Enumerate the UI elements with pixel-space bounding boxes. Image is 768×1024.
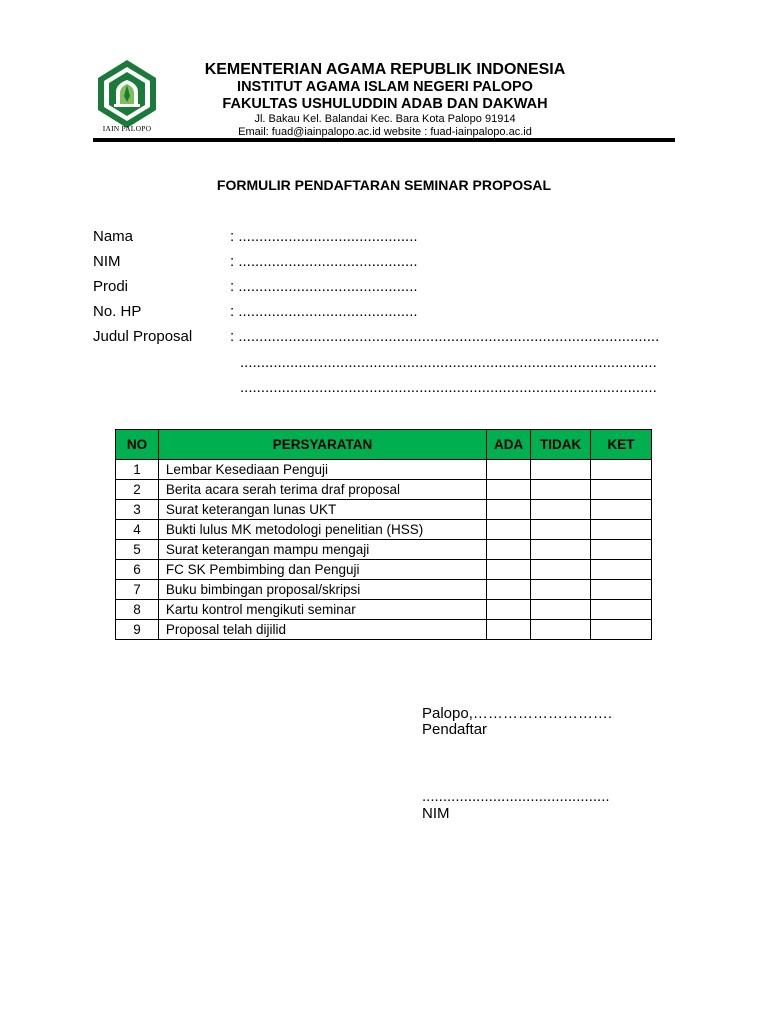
cell-ada[interactable] xyxy=(487,460,531,480)
table-row xyxy=(116,460,652,480)
row-number: 6 xyxy=(116,560,159,580)
field-nim xyxy=(93,253,418,271)
field-value[interactable]: : ........................................... xyxy=(230,253,418,270)
table-row xyxy=(116,620,652,640)
header-persyaratan: PERSYARATAN xyxy=(158,430,486,460)
signature-place-date[interactable]: Palopo,………………………. xyxy=(422,705,613,722)
header-ada: ADA xyxy=(487,430,531,460)
cell-ada[interactable] xyxy=(487,480,531,500)
cell-ada[interactable] xyxy=(487,600,531,620)
row-requirement: FC SK Pembimbing dan Penguji xyxy=(158,560,486,580)
cell-tidak[interactable] xyxy=(531,580,591,600)
header-divider xyxy=(93,138,675,142)
cell-tidak[interactable] xyxy=(531,460,591,480)
table-row xyxy=(116,540,652,560)
table-header-row xyxy=(116,430,652,460)
logo-caption: IAIN PALOPO xyxy=(102,124,152,133)
cell-tidak[interactable] xyxy=(531,600,591,620)
cell-tidak[interactable] xyxy=(531,500,591,520)
field-label: Judul Proposal xyxy=(93,328,193,345)
field-prodi xyxy=(93,278,418,296)
signature-role: Pendaftar xyxy=(422,721,488,738)
field-value[interactable]: : ..................................................................................................... xyxy=(230,328,660,345)
cell-tidak[interactable] xyxy=(531,540,591,560)
proposal-line-2[interactable]: .................................................................................................... xyxy=(240,354,657,371)
row-requirement: Surat keterangan mampu mengaji xyxy=(158,540,486,560)
row-requirement: Bukti lulus MK metodologi penelitian (HSS) xyxy=(158,520,486,540)
address: Jl. Bakau Kel. Balandai Kec. Bara Kota Palopo 91914 xyxy=(254,113,516,125)
header-ket: KET xyxy=(591,430,652,460)
header-tidak: TIDAK xyxy=(531,430,591,460)
row-requirement: Berita acara serah terima draf proposal xyxy=(158,480,486,500)
faculty-name: FAKULTAS USHULUDDIN ADAB DAN DAKWAH xyxy=(222,96,548,112)
row-number: 9 xyxy=(116,620,159,640)
letterhead xyxy=(165,60,605,139)
cell-ket[interactable] xyxy=(591,540,652,560)
field-label: Prodi xyxy=(93,278,129,295)
header-no: NO xyxy=(116,430,159,460)
row-number: 2 xyxy=(116,480,159,500)
table-row xyxy=(116,520,652,540)
field-value[interactable]: : ........................................... xyxy=(230,228,418,245)
field-judul-proposal xyxy=(93,328,659,346)
institute-name: INSTITUT AGAMA ISLAM NEGERI PALOPO xyxy=(237,79,533,95)
row-number: 8 xyxy=(116,600,159,620)
ministry-name: KEMENTERIAN AGAMA REPUBLIK INDONESIA xyxy=(204,61,566,78)
row-requirement: Buku bimbingan proposal/skripsi xyxy=(158,580,486,600)
field-value[interactable]: : ........................................... xyxy=(230,303,418,320)
cell-ket[interactable] xyxy=(591,480,652,500)
cell-tidak[interactable] xyxy=(531,560,591,580)
signature-line[interactable]: ............................................. xyxy=(422,788,610,805)
cell-ada[interactable] xyxy=(487,620,531,640)
cell-ket[interactable] xyxy=(591,520,652,540)
field-value[interactable]: : ........................................... xyxy=(230,278,418,295)
cell-ket[interactable] xyxy=(591,460,652,480)
table-row xyxy=(116,600,652,620)
table-row xyxy=(116,500,652,520)
field-label: Nama xyxy=(93,228,134,245)
row-requirement: Proposal telah dijilid xyxy=(158,620,486,640)
cell-ket[interactable] xyxy=(591,560,652,580)
cell-ket[interactable] xyxy=(591,580,652,600)
field-label: No. HP xyxy=(93,303,142,320)
cell-tidak[interactable] xyxy=(531,480,591,500)
row-number: 1 xyxy=(116,460,159,480)
signature-nim-label: NIM xyxy=(422,805,450,822)
cell-ada[interactable] xyxy=(487,540,531,560)
field-no-hp xyxy=(93,303,418,321)
row-number: 7 xyxy=(116,580,159,600)
row-number: 5 xyxy=(116,540,159,560)
cell-ada[interactable] xyxy=(487,500,531,520)
field-label: NIM xyxy=(93,253,121,270)
table-row xyxy=(116,480,652,500)
cell-ket[interactable] xyxy=(591,500,652,520)
table-row xyxy=(116,560,652,580)
cell-ada[interactable] xyxy=(487,580,531,600)
cell-ket[interactable] xyxy=(591,600,652,620)
row-requirement: Kartu kontrol mengikuti seminar xyxy=(158,600,486,620)
form-title: FORMULIR PENDAFTARAN SEMINAR PROPOSAL xyxy=(216,177,552,193)
row-number: 4 xyxy=(116,520,159,540)
cell-tidak[interactable] xyxy=(531,520,591,540)
contact-info: Email: fuad@iainpalopo.ac.id website : fuad-iainpalopo.ac.id xyxy=(238,126,532,138)
row-requirement: Lembar Kesediaan Penguji xyxy=(158,460,486,480)
proposal-line-3[interactable]: .................................................................................................... xyxy=(240,379,657,396)
field-nama xyxy=(93,228,418,246)
table-row xyxy=(116,580,652,600)
row-requirement: Surat keterangan lunas UKT xyxy=(158,500,486,520)
row-number: 3 xyxy=(116,500,159,520)
cell-tidak[interactable] xyxy=(531,620,591,640)
cell-ada[interactable] xyxy=(487,560,531,580)
requirements-table xyxy=(115,429,652,640)
cell-ada[interactable] xyxy=(487,520,531,540)
cell-ket[interactable] xyxy=(591,620,652,640)
